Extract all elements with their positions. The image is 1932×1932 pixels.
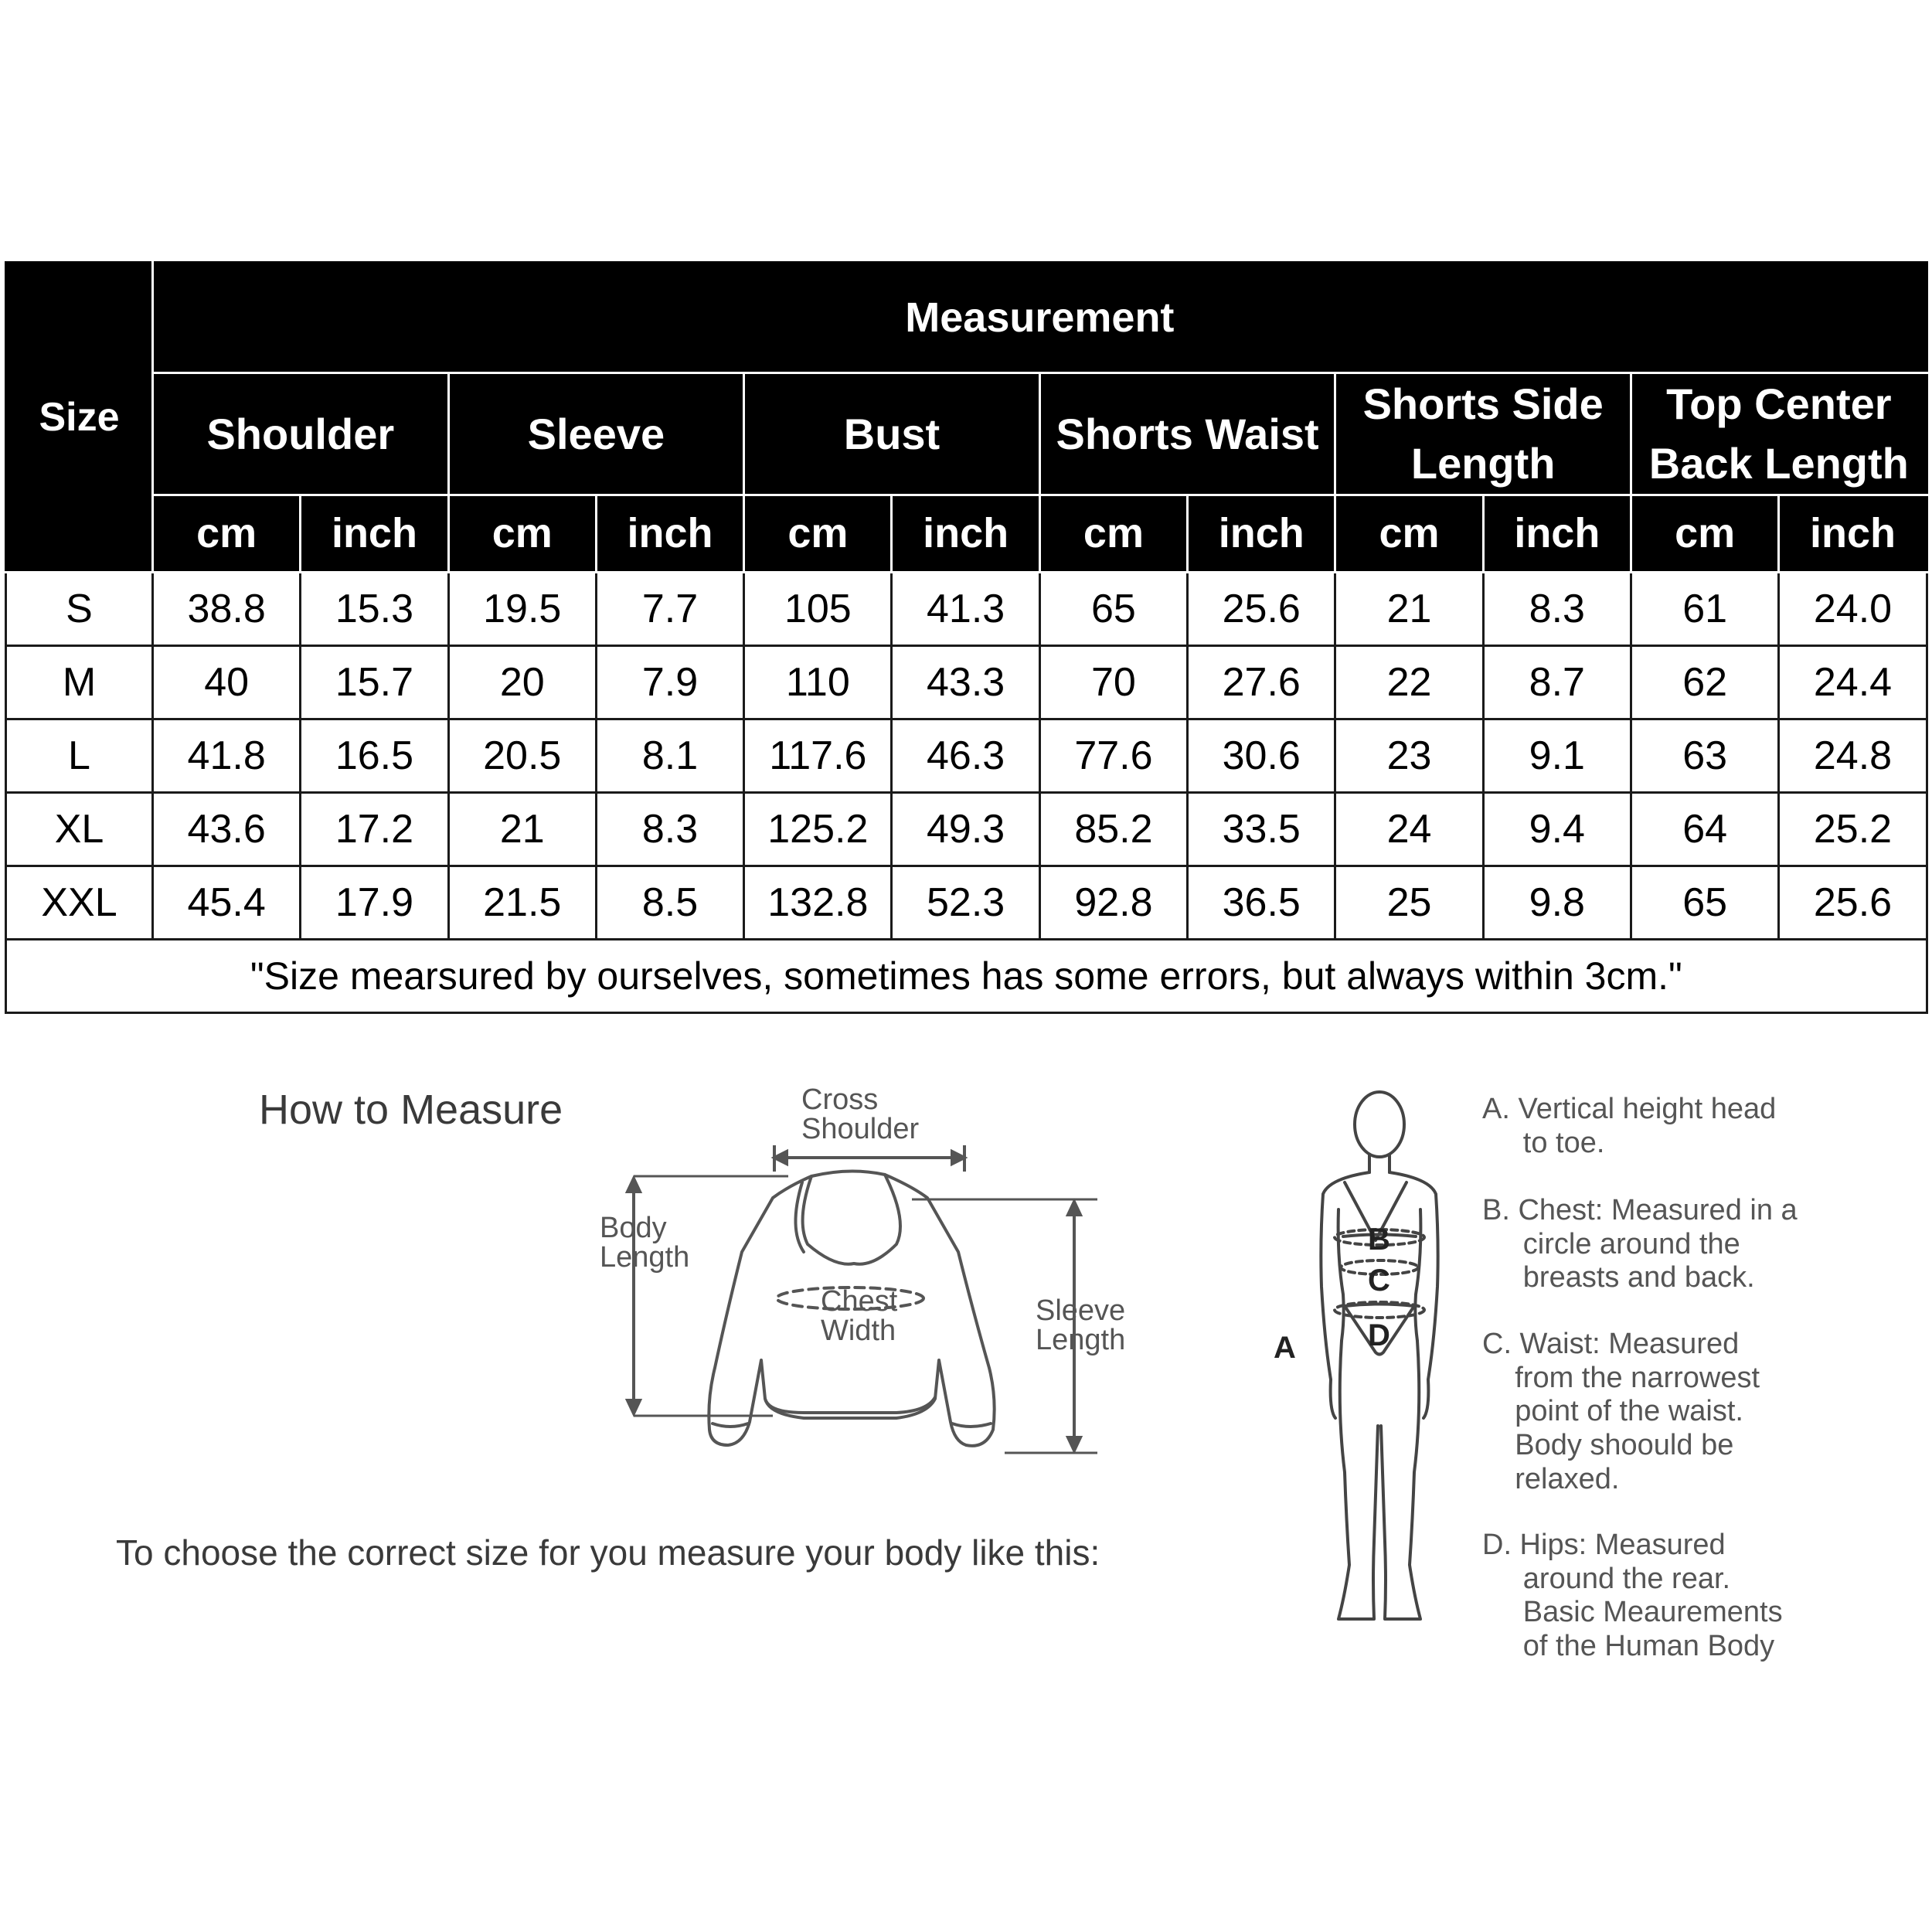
table-row — [6, 866, 1927, 939]
value-cell: 30.6 — [1188, 719, 1335, 792]
letter-d-marker: D — [1368, 1318, 1390, 1352]
column-group-header: Top Center Back Length — [1631, 373, 1927, 495]
value-cell: 8.1 — [596, 719, 743, 792]
value-cell: 36.5 — [1188, 866, 1335, 939]
letter-c-marker: C — [1368, 1264, 1390, 1298]
value-cell: 63 — [1631, 719, 1778, 792]
value-cell: 7.7 — [596, 572, 743, 645]
measurement-note: "Size mearsured by ourselves, sometimes has some errors, but always within 3cm." — [6, 939, 1927, 1012]
table-row — [6, 792, 1927, 866]
size-table — [5, 261, 1928, 1014]
table-row — [6, 645, 1927, 719]
value-cell: 25.6 — [1188, 572, 1335, 645]
size-cell: XL — [6, 792, 153, 866]
unit-header: inch — [1779, 495, 1927, 572]
value-cell: 15.3 — [301, 572, 448, 645]
value-cell: 43.6 — [153, 792, 301, 866]
size-cell: S — [6, 572, 153, 645]
column-group-header: Bust — [744, 373, 1040, 495]
value-cell: 17.2 — [301, 792, 448, 866]
unit-header: cm — [1631, 495, 1778, 572]
value-cell: 7.9 — [596, 645, 743, 719]
table-row — [6, 572, 1927, 645]
size-header: Size — [6, 263, 153, 573]
value-cell: 41.3 — [892, 572, 1039, 645]
value-cell: 25.2 — [1779, 792, 1927, 866]
value-cell: 27.6 — [1188, 645, 1335, 719]
size-cell: XXL — [6, 866, 153, 939]
legend-item-c: C. Waist: Measured from the narrowest point of the waist. Body shoould be relaxed. — [1482, 1328, 1760, 1495]
column-group-header: Sleeve — [448, 373, 744, 495]
value-cell: 25.6 — [1779, 866, 1927, 939]
unit-header: cm — [744, 495, 892, 572]
column-group-header: Shoulder — [153, 373, 449, 495]
letter-b-marker: B — [1368, 1223, 1390, 1257]
unit-header: inch — [596, 495, 743, 572]
value-cell: 65 — [1631, 866, 1778, 939]
sleeve-length-label: Sleeve Length — [1036, 1294, 1126, 1356]
measurement-header: Measurement — [153, 263, 1927, 373]
value-cell: 105 — [744, 572, 892, 645]
value-cell: 52.3 — [892, 866, 1039, 939]
value-cell: 77.6 — [1039, 719, 1187, 792]
value-cell: 15.7 — [301, 645, 448, 719]
value-cell: 8.3 — [596, 792, 743, 866]
value-cell: 19.5 — [448, 572, 596, 645]
unit-header: cm — [1335, 495, 1483, 572]
value-cell: 132.8 — [744, 866, 892, 939]
legend-item-b: B. Chest: Measured in a circle around the breasts and back. — [1482, 1194, 1798, 1294]
human-body-diagram — [1298, 1086, 1476, 1642]
cross-shoulder-label: Cross Shoulder — [801, 1083, 920, 1145]
value-cell: 43.3 — [892, 645, 1039, 719]
value-cell: 85.2 — [1039, 792, 1187, 866]
value-cell: 21.5 — [448, 866, 596, 939]
value-cell: 24 — [1335, 792, 1483, 866]
unit-header: inch — [301, 495, 448, 572]
value-cell: 117.6 — [744, 719, 892, 792]
value-cell: 20.5 — [448, 719, 596, 792]
unit-header: cm — [448, 495, 596, 572]
note-row — [6, 939, 1927, 1012]
value-cell: 17.9 — [301, 866, 448, 939]
value-cell: 8.3 — [1483, 572, 1631, 645]
value-cell: 61 — [1631, 572, 1778, 645]
value-cell: 16.5 — [301, 719, 448, 792]
chest-width-label: Chest Width — [821, 1285, 898, 1347]
value-cell: 46.3 — [892, 719, 1039, 792]
value-cell: 65 — [1039, 572, 1187, 645]
value-cell: 9.8 — [1483, 866, 1631, 939]
letter-a-marker: A — [1274, 1331, 1296, 1365]
value-cell: 70 — [1039, 645, 1187, 719]
value-cell: 9.1 — [1483, 719, 1631, 792]
column-group-header: Shorts Side Length — [1335, 373, 1631, 495]
unit-header: cm — [153, 495, 301, 572]
unit-header: inch — [1188, 495, 1335, 572]
value-cell: 22 — [1335, 645, 1483, 719]
value-cell: 24.8 — [1779, 719, 1927, 792]
value-cell: 24.4 — [1779, 645, 1927, 719]
table-row — [6, 719, 1927, 792]
value-cell: 20 — [448, 645, 596, 719]
size-cell: L — [6, 719, 153, 792]
value-cell: 41.8 — [153, 719, 301, 792]
unit-header: cm — [1039, 495, 1187, 572]
unit-header: inch — [892, 495, 1039, 572]
value-cell: 40 — [153, 645, 301, 719]
value-cell: 110 — [744, 645, 892, 719]
value-cell: 9.4 — [1483, 792, 1631, 866]
value-cell: 8.5 — [596, 866, 743, 939]
value-cell: 21 — [1335, 572, 1483, 645]
column-group-header: Shorts Waist — [1039, 373, 1335, 495]
value-cell: 62 — [1631, 645, 1778, 719]
choose-size-instruction: To choose the correct size for you measure your body like this: — [116, 1532, 1100, 1573]
value-cell: 125.2 — [744, 792, 892, 866]
value-cell: 45.4 — [153, 866, 301, 939]
value-cell: 21 — [448, 792, 596, 866]
size-cell: M — [6, 645, 153, 719]
value-cell: 33.5 — [1188, 792, 1335, 866]
value-cell: 49.3 — [892, 792, 1039, 866]
body-length-label: Body Length — [600, 1212, 690, 1274]
value-cell: 38.8 — [153, 572, 301, 645]
legend-item-a: A. Vertical height head to toe. — [1482, 1093, 1777, 1159]
value-cell: 24.0 — [1779, 572, 1927, 645]
how-to-measure-title: How to Measure — [259, 1087, 563, 1133]
unit-header: inch — [1483, 495, 1631, 572]
value-cell: 64 — [1631, 792, 1778, 866]
value-cell: 25 — [1335, 866, 1483, 939]
legend-item-d: D. Hips: Measured around the rear. Basic Meaurements of the Human Body — [1482, 1529, 1783, 1663]
value-cell: 92.8 — [1039, 866, 1187, 939]
value-cell: 8.7 — [1483, 645, 1631, 719]
value-cell: 23 — [1335, 719, 1483, 792]
